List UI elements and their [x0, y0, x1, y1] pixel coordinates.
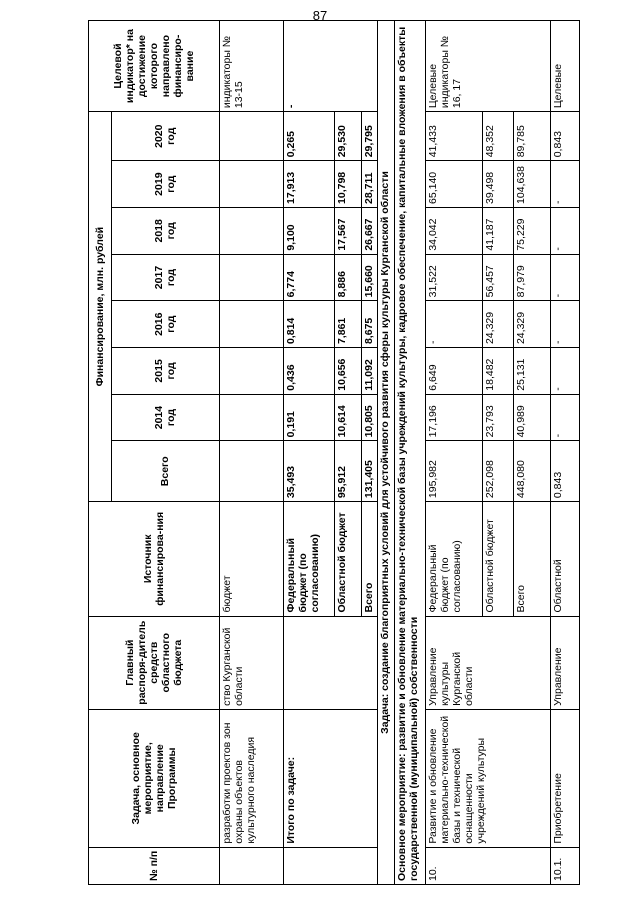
- cell-source: Областной бюджет: [334, 502, 361, 616]
- cell-total: 131,405: [361, 441, 377, 502]
- cell-value: 31,522: [425, 254, 483, 301]
- header-year: 2016 год: [111, 301, 219, 348]
- header-year: 2019 год: [111, 161, 219, 208]
- cell-value: 25,131: [514, 348, 551, 395]
- cell-total: [219, 441, 283, 502]
- header-year: 2015 год: [111, 348, 219, 395]
- cell-value: 6,774: [283, 254, 334, 301]
- cell-value: 17,567: [334, 207, 361, 254]
- header-year: 2017 год: [111, 254, 219, 301]
- cell-no: 10.1.: [551, 847, 580, 884]
- cell-executor: Управление культуры Курганской области: [425, 616, 551, 709]
- financing-table: [88, 20, 580, 885]
- cell-value: 75,229: [514, 207, 551, 254]
- cell-source: Федеральный бюджет (по согласованию): [283, 502, 334, 616]
- header-target: Целевой индикатор* на достижение которого направлено финансиро-вание: [89, 21, 220, 112]
- cell-value: 8,886: [334, 254, 361, 301]
- cell-executor: ство Курганской области: [219, 616, 283, 709]
- cell-value: -: [551, 348, 580, 395]
- cell-no: [219, 847, 283, 884]
- cell-task: разработки проектов зон охраны объектов культурного наследия: [219, 709, 283, 847]
- cell-value: 24,329: [483, 301, 514, 348]
- cell-value: 17,913: [283, 161, 334, 208]
- cell-value: [219, 348, 283, 395]
- cell-value: 29,530: [334, 112, 361, 161]
- main-event-heading: Основное мероприятие: развитие и обновление материально-технической базы учреждений культуры, кадровое обеспечение, капитальные вложения в объекты государственной (муниципальной) собственности: [394, 21, 425, 885]
- table-row: [283, 21, 334, 885]
- cell-value: -: [551, 254, 580, 301]
- cell-value: -: [551, 301, 580, 348]
- cell-value: [219, 112, 283, 161]
- task-heading: Задача: создание благоприятных условий для устойчивого развития сферы культуры Курганской области: [378, 21, 394, 885]
- cell-total: 0,843: [551, 441, 580, 502]
- cell-value: 0,265: [283, 112, 334, 161]
- cell-task: Развитие и обновление материально-технической базы и технической оснащенности учреждений культуры: [425, 709, 551, 847]
- cell-value: 10,798: [334, 161, 361, 208]
- cell-value: 0,814: [283, 301, 334, 348]
- cell-value: 18,482: [483, 348, 514, 395]
- cell-value: 15,660: [361, 254, 377, 301]
- cell-target: индикаторы № 13-15: [219, 21, 283, 112]
- table-row: [219, 21, 283, 885]
- cell-total: 448,080: [514, 441, 551, 502]
- cell-value: 29,795: [361, 112, 377, 161]
- cell-value: 41,187: [483, 207, 514, 254]
- page-number: 87: [312, 8, 328, 23]
- cell-value: 56,457: [483, 254, 514, 301]
- cell-task: Приобретение: [551, 709, 580, 847]
- cell-value: 8,675: [361, 301, 377, 348]
- header-source: Источник финансирова-ния: [89, 502, 220, 616]
- cell-value: 0,843: [551, 112, 580, 161]
- header-financing: Финансирование, млн. рублей: [89, 112, 112, 502]
- cell-value: 104,638: [514, 161, 551, 208]
- cell-source: Федеральный бюджет (по согласованию): [425, 502, 483, 616]
- cell-value: [219, 301, 283, 348]
- cell-value: [219, 207, 283, 254]
- cell-total: 195,982: [425, 441, 483, 502]
- cell-executor: [283, 616, 378, 709]
- cell-total: 95,912: [334, 441, 361, 502]
- cell-value: 7,861: [334, 301, 361, 348]
- cell-no: [283, 847, 378, 884]
- header-year: 2018 год: [111, 207, 219, 254]
- cell-value: -: [551, 394, 580, 441]
- cell-source: Всего: [361, 502, 377, 616]
- cell-value: 23,793: [483, 394, 514, 441]
- header-task: Задача, основное мероприятие, направление Программы: [89, 709, 220, 847]
- cell-value: 0,191: [283, 394, 334, 441]
- cell-value: 28,711: [361, 161, 377, 208]
- table-row: [425, 21, 483, 885]
- cell-value: [219, 161, 283, 208]
- header-year: 2020 год: [111, 112, 219, 161]
- cell-source: Областной: [551, 502, 580, 616]
- cell-value: 10,805: [361, 394, 377, 441]
- table-row: [551, 21, 580, 885]
- cell-value: 11,092: [361, 348, 377, 395]
- cell-task: Итого по задаче:: [283, 709, 378, 847]
- cell-value: 87,979: [514, 254, 551, 301]
- cell-value: 34,042: [425, 207, 483, 254]
- cell-total: 252,098: [483, 441, 514, 502]
- cell-value: 40,989: [514, 394, 551, 441]
- cell-value: -: [425, 301, 483, 348]
- cell-value: 6,649: [425, 348, 483, 395]
- cell-source: Областной бюджет: [483, 502, 514, 616]
- cell-value: -: [551, 161, 580, 208]
- cell-value: 10,614: [334, 394, 361, 441]
- header-executor: Главный распоря-дитель средств областного бюджета: [89, 616, 220, 709]
- cell-target: -: [283, 21, 378, 112]
- cell-value: 24,329: [514, 301, 551, 348]
- cell-value: 9,100: [283, 207, 334, 254]
- cell-total: 35,493: [283, 441, 334, 502]
- cell-value: -: [551, 207, 580, 254]
- header-year: 2014 год: [111, 394, 219, 441]
- cell-value: 17,196: [425, 394, 483, 441]
- header-no: № п/п: [89, 847, 220, 884]
- cell-target: Целевые индикаторы № 16, 17: [425, 21, 551, 112]
- cell-no: 10.: [425, 847, 551, 884]
- cell-value: 10,656: [334, 348, 361, 395]
- cell-value: 26,667: [361, 207, 377, 254]
- cell-source: бюджет: [219, 502, 283, 616]
- cell-value: 0,436: [283, 348, 334, 395]
- table-row: [394, 21, 425, 885]
- cell-value: 65,140: [425, 161, 483, 208]
- cell-value: [219, 254, 283, 301]
- cell-value: [219, 394, 283, 441]
- cell-target: Целевые: [551, 21, 580, 112]
- cell-value: 48,352: [483, 112, 514, 161]
- rotated-table-container: [88, 20, 580, 885]
- table-row: [378, 21, 394, 885]
- cell-value: 39,498: [483, 161, 514, 208]
- cell-source: Всего: [514, 502, 551, 616]
- cell-executor: Управление: [551, 616, 580, 709]
- cell-value: 89,785: [514, 112, 551, 161]
- header-total: Всего: [111, 441, 219, 502]
- cell-value: 41,433: [425, 112, 483, 161]
